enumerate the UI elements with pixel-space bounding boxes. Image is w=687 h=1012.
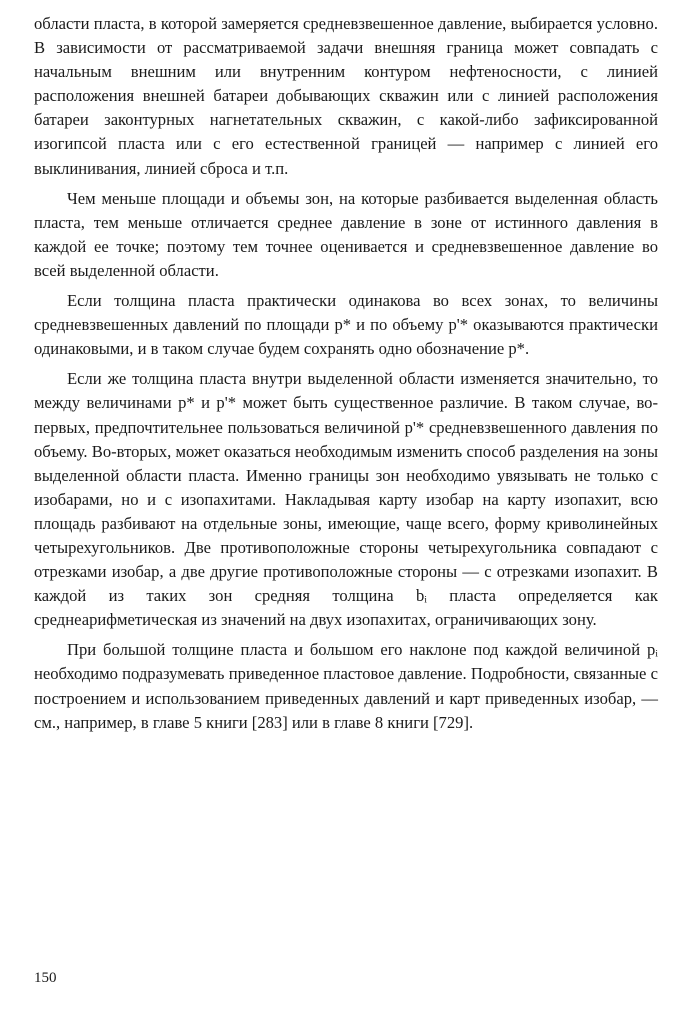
- paragraph-1: области пласта, в которой замеряется средневзвешенное давление, выбирается условно. В зависимости от рассматриваемой задачи внешняя граница может совпадать с начальным внешним или внутренним контуром нефтеносности, с линией расположения внешней батареи добывающих скважин или с линией расположения батареи законтурных нагнетательных скважин, с какой-либо зафиксированной изогипсой пласта или с его естественной границей — например с линией его выклинивания, линией сброса и т.п.: [34, 14, 658, 178]
- page-body: [34, 12, 658, 741]
- page-number: 150: [34, 970, 57, 986]
- paragraph-2: Чем меньше площади и объемы зон, на которые разбивается выделенная область пласта, тем меньше отличается среднее давление в зоне от истинного давления в каждой ее точке; поэтому тем точнее оценивается и средневзвешенное давление во всей выделенной области.: [34, 188, 658, 280]
- paragraph-3: Если толщина пласта практически одинакова во всех зонах, то величины средневзвешенных давлений по площади p* и по объему p'* оказываются практически одинаковыми, и в таком случае будем сохранять одно обозначение p*.: [34, 291, 658, 359]
- paragraph-4: Если же толщина пласта внутри выделенной области изменяется значительно, то между величинами p* и p'* может быть существенное различие. В таком случае, во-первых, предпочтительнее пользоваться величиной p'* средневзвешенного давления по объему. Во-вторых, может оказаться необходимым изменить способ разделения на зоны выделенной области пласта. Именно границы зон необходимо увязывать не только с изобарами, но и с изопахитами. Накладывая карту изобар на карту изопахит, всю площадь разбивают на отдельные зоны, имеющие, чаще всего, форму криволинейных четырехугольников. Две противоположные стороны четырехугольника совпадают с отрезками изобар, а две другие противоположные стороны — с отрезками изопахит. В каждой из таких зон средняя толщина bᵢ пласта определяется как среднеарифметическая из значений на двух изопахитах, ограничивающих зону.: [34, 369, 658, 630]
- paragraph-5: При большой толщине пласта и большом его наклоне под каждой величиной pᵢ необходимо подразумевать приведенное пластовое давление. Подробности, связанные с построением и использованием приведенных давлений и карт приведенных изобар, — см., например, в главе 5 книги [283] или в главе 8 книги [729].: [34, 640, 658, 732]
